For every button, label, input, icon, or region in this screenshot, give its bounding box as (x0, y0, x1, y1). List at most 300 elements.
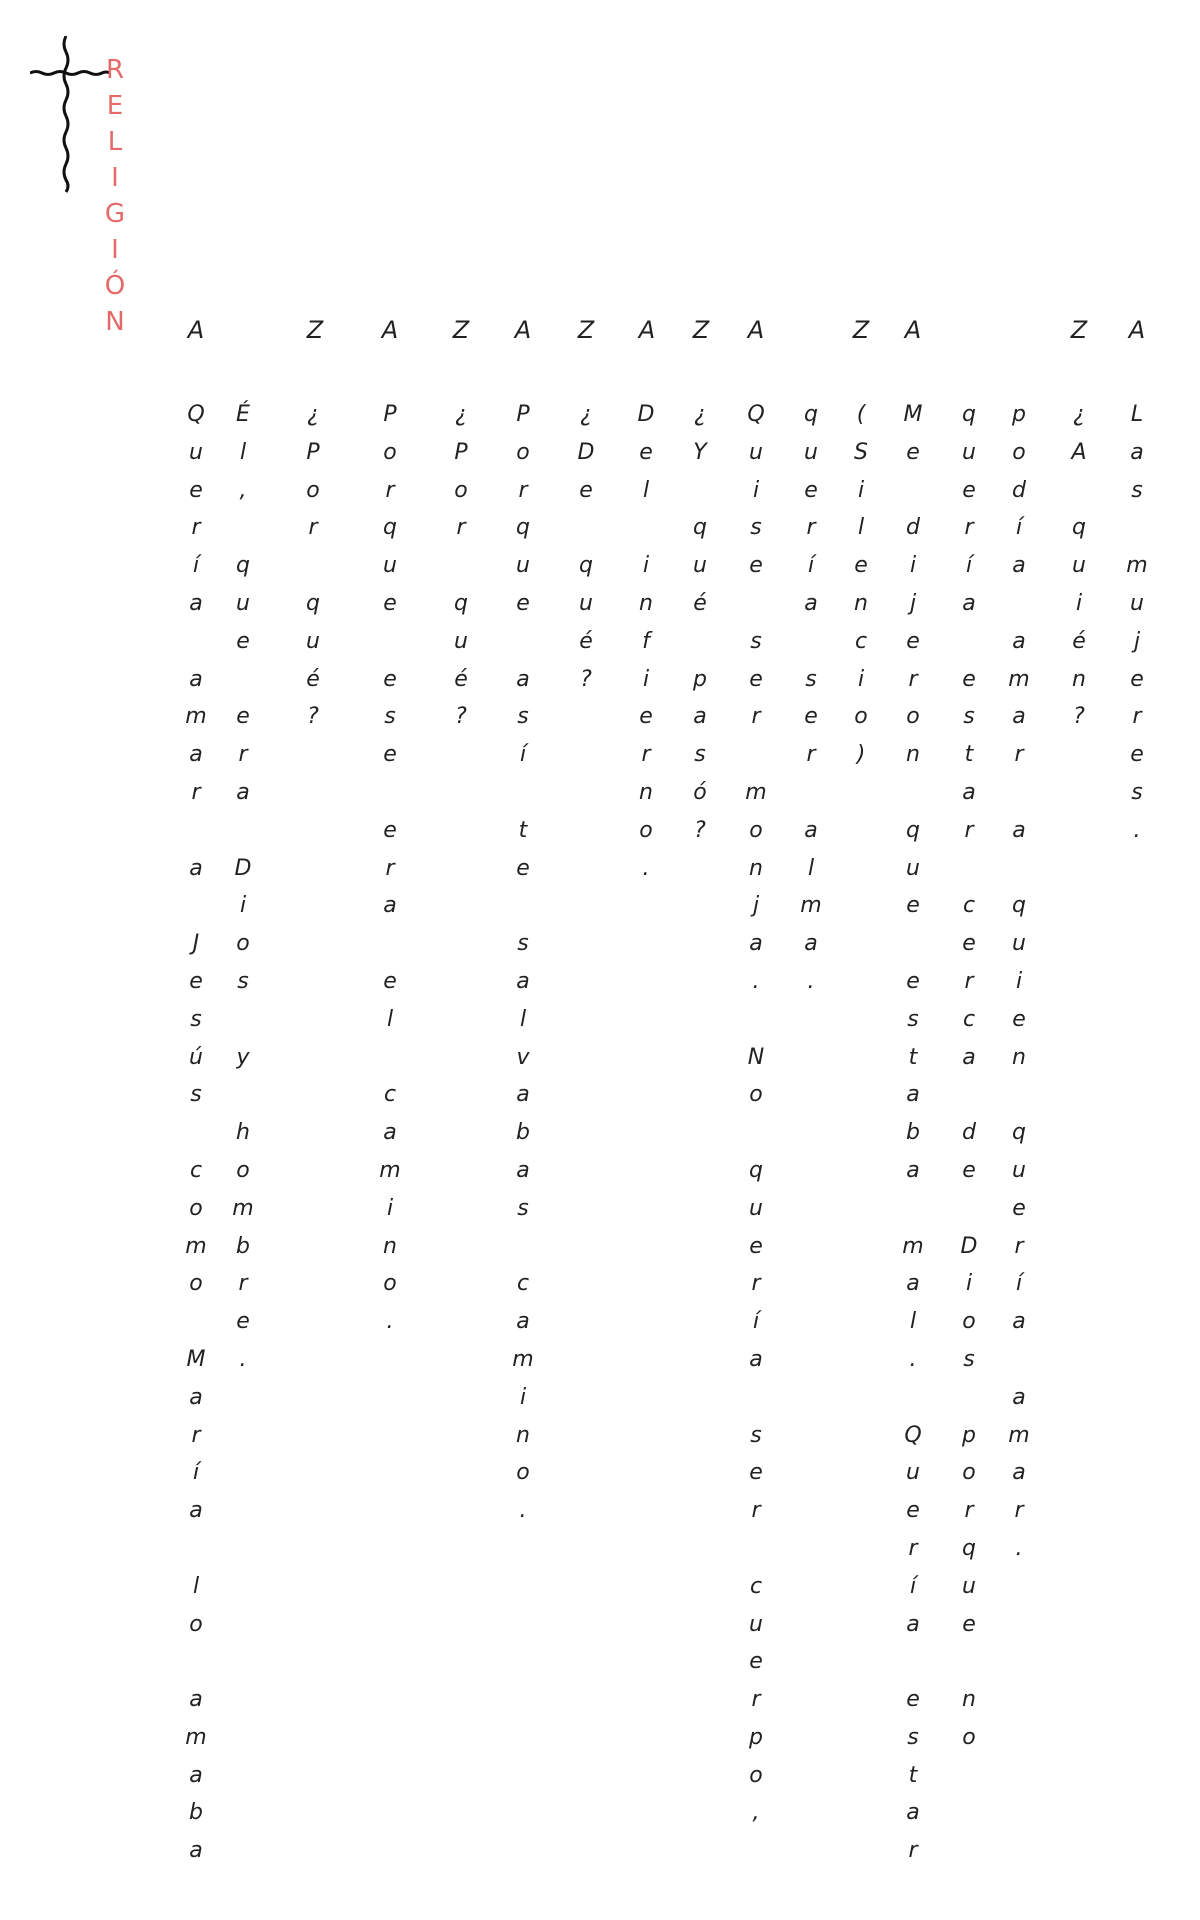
glyph: e (906, 1498, 920, 1524)
glyph: s (750, 628, 762, 654)
glyph: u (749, 1611, 763, 1637)
glyph: y (236, 1044, 250, 1070)
glyph (181, 812, 211, 850)
glyph: e (749, 1460, 763, 1486)
glyph (181, 887, 211, 925)
vertical-text-column (954, 396, 984, 1757)
glyph: u (306, 628, 320, 654)
glyph: s (384, 704, 396, 730)
glyph: e (383, 742, 397, 768)
glyph: p (962, 1422, 976, 1448)
glyph: e (579, 477, 593, 503)
glyph (898, 472, 928, 510)
glyph: f (642, 628, 650, 654)
glyph: í (752, 1309, 760, 1335)
glyph: p (693, 666, 707, 692)
glyph: m (379, 1157, 401, 1183)
glyph: e (1012, 1195, 1026, 1221)
glyph: n (906, 742, 920, 768)
glyph: u (749, 1195, 763, 1221)
glyph: u (962, 439, 976, 465)
glyph: n (1072, 666, 1086, 692)
glyph: r (191, 1422, 201, 1448)
glyph: o (749, 1082, 763, 1108)
glyph: a (1012, 1460, 1026, 1486)
glyph: b (906, 1120, 920, 1146)
glyph (631, 509, 661, 547)
glyph (228, 661, 258, 699)
glyph: . (239, 1346, 247, 1372)
title-letter: N (105, 307, 125, 337)
title-letter: I (111, 235, 119, 265)
glyph: í (965, 553, 973, 579)
glyph: q (306, 590, 320, 616)
glyph (1004, 585, 1034, 623)
column-header: Z (452, 316, 470, 344)
glyph (508, 623, 538, 661)
glyph: o (454, 477, 468, 503)
vertical-text-column (298, 396, 328, 736)
glyph: i (386, 1195, 394, 1221)
glyph: l (519, 1006, 527, 1032)
glyph: a (383, 1120, 397, 1146)
glyph: a (804, 590, 818, 616)
glyph: o (516, 439, 530, 465)
glyph: . (752, 968, 760, 994)
column-header: A (747, 316, 765, 344)
glyph: r (964, 968, 974, 994)
glyph: e (804, 704, 818, 730)
glyph: i (752, 477, 760, 503)
glyph: a (906, 1800, 920, 1826)
glyph: Y (693, 439, 707, 465)
glyph: a (962, 590, 976, 616)
glyph: a (906, 1611, 920, 1637)
glyph: ¿ (580, 402, 592, 427)
glyph: r (641, 742, 651, 768)
glyph: s (907, 1724, 919, 1750)
glyph: l (239, 439, 247, 465)
glyph: v (516, 1044, 530, 1070)
title-letter: Ó (104, 271, 126, 301)
glyph: e (383, 590, 397, 616)
glyph: a (516, 1309, 530, 1335)
glyph: o (383, 439, 397, 465)
glyph: h (236, 1120, 250, 1146)
glyph: r (964, 1498, 974, 1524)
glyph: a (1012, 553, 1026, 579)
glyph: n (639, 779, 653, 805)
glyph: ? (580, 666, 592, 692)
glyph: o (749, 1762, 763, 1788)
glyph (898, 925, 928, 963)
vertical-text-column (1064, 396, 1094, 736)
glyph (228, 812, 258, 850)
glyph (375, 623, 405, 661)
glyph: i (1015, 968, 1023, 994)
glyph: u (962, 1573, 976, 1599)
glyph: e (639, 704, 653, 730)
glyph: é (454, 666, 468, 692)
glyph: . (909, 1346, 917, 1372)
glyph (508, 1228, 538, 1266)
glyph: d (962, 1120, 976, 1146)
glyph: . (1133, 817, 1141, 843)
vertical-text-column (375, 396, 405, 1341)
glyph (1064, 472, 1094, 510)
glyph: n (749, 855, 763, 881)
glyph: u (906, 1460, 920, 1486)
glyph (898, 1643, 928, 1681)
vertical-text-column (228, 396, 258, 1379)
glyph (954, 1190, 984, 1228)
glyph (741, 1001, 771, 1039)
glyph (298, 547, 328, 585)
glyph: u (693, 553, 707, 579)
glyph: o (962, 1460, 976, 1486)
glyph: e (749, 1649, 763, 1675)
glyph (1004, 774, 1034, 812)
glyph: r (751, 1271, 761, 1297)
glyph: e (516, 590, 530, 616)
column-header: A (514, 316, 532, 344)
glyph: r (456, 515, 466, 541)
glyph: i (239, 893, 247, 919)
glyph: e (189, 968, 203, 994)
vertical-text-column (446, 396, 476, 736)
glyph: t (908, 1044, 918, 1070)
glyph: q (1072, 515, 1086, 541)
glyph (685, 623, 715, 661)
glyph: r (964, 817, 974, 843)
glyph: r (385, 855, 395, 881)
glyph: a (189, 590, 203, 616)
column-header: A (638, 316, 656, 344)
column-header: A (1128, 316, 1146, 344)
glyph: s (237, 968, 249, 994)
glyph: a (749, 1346, 763, 1372)
title-letter: R (105, 55, 125, 85)
glyph: í (519, 742, 527, 768)
glyph: m (902, 1233, 924, 1259)
glyph: o (306, 477, 320, 503)
glyph: a (906, 1082, 920, 1108)
glyph: e (1130, 742, 1144, 768)
glyph: e (962, 477, 976, 503)
glyph: q (804, 402, 818, 427)
glyph: j (752, 893, 760, 919)
glyph: j (1133, 628, 1141, 654)
glyph: u (236, 590, 250, 616)
glyph: ? (1073, 704, 1085, 730)
glyph (954, 1076, 984, 1114)
glyph: a (516, 666, 530, 692)
glyph: r (908, 1838, 918, 1864)
glyph: Q (187, 402, 205, 427)
glyph: p (749, 1724, 763, 1750)
glyph (1004, 1341, 1034, 1379)
glyph: u (1072, 553, 1086, 579)
glyph: é (579, 628, 593, 654)
glyph (954, 1643, 984, 1681)
glyph: q (906, 817, 920, 843)
glyph: u (579, 590, 593, 616)
glyph: e (962, 1611, 976, 1637)
glyph: i (642, 666, 650, 692)
glyph: o (236, 931, 250, 957)
glyph: r (751, 1498, 761, 1524)
vertical-text-column (898, 396, 928, 1870)
glyph: u (383, 553, 397, 579)
glyph: n (962, 1687, 976, 1713)
glyph: q (454, 590, 468, 616)
glyph: ú (189, 1044, 203, 1070)
glyph (898, 1379, 928, 1417)
vertical-text-column (1122, 396, 1152, 850)
glyph: r (806, 742, 816, 768)
glyph: s (750, 515, 762, 541)
glyph: r (385, 477, 395, 503)
glyph: r (238, 742, 248, 768)
glyph: u (1130, 590, 1144, 616)
glyph: ¿ (307, 402, 319, 427)
glyph: o (639, 817, 653, 843)
glyph: e (854, 553, 868, 579)
glyph: a (906, 1271, 920, 1297)
glyph: a (1012, 704, 1026, 730)
glyph: q (1012, 1120, 1026, 1146)
glyph: N (747, 1044, 765, 1070)
glyph: o (383, 1271, 397, 1297)
vertical-text-column (685, 396, 715, 850)
glyph: s (517, 704, 529, 730)
glyph: q (516, 515, 530, 541)
glyph: e (906, 968, 920, 994)
glyph: q (962, 1535, 976, 1561)
glyph (508, 774, 538, 812)
glyph: í (1015, 515, 1023, 541)
glyph: q (749, 1157, 763, 1183)
glyph: t (518, 817, 528, 843)
glyph: o (906, 704, 920, 730)
glyph: e (236, 704, 250, 730)
glyph: e (906, 628, 920, 654)
glyph: n (383, 1233, 397, 1259)
glyph: o (962, 1309, 976, 1335)
glyph: , (239, 477, 247, 503)
vertical-text-column (571, 396, 601, 698)
glyph: n (516, 1422, 530, 1448)
glyph: l (192, 1573, 200, 1599)
glyph: s (517, 1195, 529, 1221)
glyph: l (857, 515, 865, 541)
column-header: Z (692, 316, 710, 344)
glyph: í (192, 1460, 200, 1486)
glyph: s (190, 1006, 202, 1032)
glyph (741, 585, 771, 623)
glyph: í (807, 553, 815, 579)
glyph (1122, 509, 1152, 547)
glyph: s (694, 742, 706, 768)
glyph: n (854, 590, 868, 616)
glyph: r (238, 1271, 248, 1297)
glyph: a (1012, 1309, 1026, 1335)
glyph (898, 1190, 928, 1228)
glyph: l (807, 855, 815, 881)
glyph: í (192, 553, 200, 579)
glyph: m (185, 1724, 207, 1750)
glyph: b (189, 1800, 203, 1826)
glyph: ? (307, 704, 319, 730)
glyph: e (962, 666, 976, 692)
glyph: s (963, 1346, 975, 1372)
glyph: i (1075, 590, 1083, 616)
glyph: r (1132, 704, 1142, 730)
glyph (571, 509, 601, 547)
glyph: m (1008, 666, 1030, 692)
glyph: É (236, 402, 250, 427)
glyph: m (1126, 553, 1148, 579)
glyph: s (517, 931, 529, 957)
glyph: ) (856, 742, 866, 768)
vertical-text-column (846, 396, 876, 774)
glyph: e (906, 1687, 920, 1713)
glyph: e (1012, 1006, 1026, 1032)
glyph: a (236, 779, 250, 805)
glyph: s (805, 666, 817, 692)
glyph: o (189, 1271, 203, 1297)
glyph: i (857, 477, 865, 503)
glyph: a (1012, 628, 1026, 654)
glyph: m (185, 1233, 207, 1259)
glyph: a (516, 1157, 530, 1183)
glyph: o (962, 1724, 976, 1750)
glyph: r (806, 515, 816, 541)
glyph: ? (694, 817, 706, 843)
glyph: c (854, 628, 868, 654)
glyph: a (189, 855, 203, 881)
glyph: u (749, 439, 763, 465)
glyph: i (965, 1271, 973, 1297)
glyph (1004, 850, 1034, 888)
column-header: Z (577, 316, 595, 344)
glyph: r (908, 666, 918, 692)
glyph: e (236, 1309, 250, 1335)
glyph: a (962, 1044, 976, 1070)
glyph: l (386, 1006, 394, 1032)
glyph: a (189, 666, 203, 692)
glyph: Q (747, 402, 765, 427)
glyph: a (516, 1082, 530, 1108)
glyph (741, 1530, 771, 1568)
glyph (181, 623, 211, 661)
glyph: u (906, 855, 920, 881)
title-letter: G (104, 199, 126, 229)
glyph: l (909, 1309, 917, 1335)
glyph (741, 1379, 771, 1417)
column-header: A (187, 316, 205, 344)
glyph (898, 774, 928, 812)
glyph: a (189, 1687, 203, 1713)
glyph: c (749, 1573, 763, 1599)
glyph (796, 623, 826, 661)
glyph: a (749, 931, 763, 957)
glyph (181, 1643, 211, 1681)
vertical-text-column (181, 396, 211, 1870)
glyph: a (804, 931, 818, 957)
glyph: P (454, 439, 468, 465)
glyph: q (383, 515, 397, 541)
glyph (954, 623, 984, 661)
glyph: a (516, 968, 530, 994)
glyph: ó (693, 779, 707, 805)
glyph: c (516, 1271, 530, 1297)
glyph: ¿ (455, 402, 467, 427)
glyph: ¿ (694, 402, 706, 427)
glyph: m (745, 779, 767, 805)
glyph: r (964, 515, 974, 541)
glyph: i (642, 553, 650, 579)
glyph: c (962, 893, 976, 919)
glyph: n (1012, 1044, 1026, 1070)
glyph (685, 472, 715, 510)
glyph: r (191, 779, 201, 805)
glyph (375, 1039, 405, 1077)
glyph: m (512, 1346, 534, 1372)
glyph: M (186, 1346, 206, 1372)
glyph: D (637, 402, 655, 427)
glyph: i (519, 1384, 527, 1410)
glyph: i (857, 666, 865, 692)
glyph: ( (856, 402, 866, 427)
glyph: a (693, 704, 707, 730)
glyph: D (577, 439, 595, 465)
glyph: e (639, 439, 653, 465)
glyph: a (962, 779, 976, 805)
glyph: e (906, 439, 920, 465)
glyph: a (1012, 817, 1026, 843)
glyph: e (383, 666, 397, 692)
column-header: Z (306, 316, 324, 344)
column-header: A (381, 316, 399, 344)
glyph: r (1014, 1233, 1024, 1259)
glyph: d (906, 515, 920, 541)
glyph: u (189, 439, 203, 465)
glyph: s (963, 704, 975, 730)
glyph: b (516, 1120, 530, 1146)
vertical-text-column (508, 396, 538, 1530)
glyph: D (960, 1233, 978, 1259)
glyph: e (383, 968, 397, 994)
glyph: e (749, 1233, 763, 1259)
glyph: Q (904, 1422, 922, 1448)
glyph: a (189, 1498, 203, 1524)
title-letter: L (107, 127, 123, 157)
glyph: e (749, 666, 763, 692)
glyph: ? (455, 704, 467, 730)
glyph: o (1012, 439, 1026, 465)
glyph (741, 736, 771, 774)
glyph: é (306, 666, 320, 692)
glyph: í (909, 1573, 917, 1599)
column-header: Z (1070, 316, 1088, 344)
glyph: r (518, 477, 528, 503)
glyph: b (236, 1233, 250, 1259)
glyph (181, 1530, 211, 1568)
glyph: q (1012, 893, 1026, 919)
glyph: r (751, 704, 761, 730)
glyph (1004, 1076, 1034, 1114)
